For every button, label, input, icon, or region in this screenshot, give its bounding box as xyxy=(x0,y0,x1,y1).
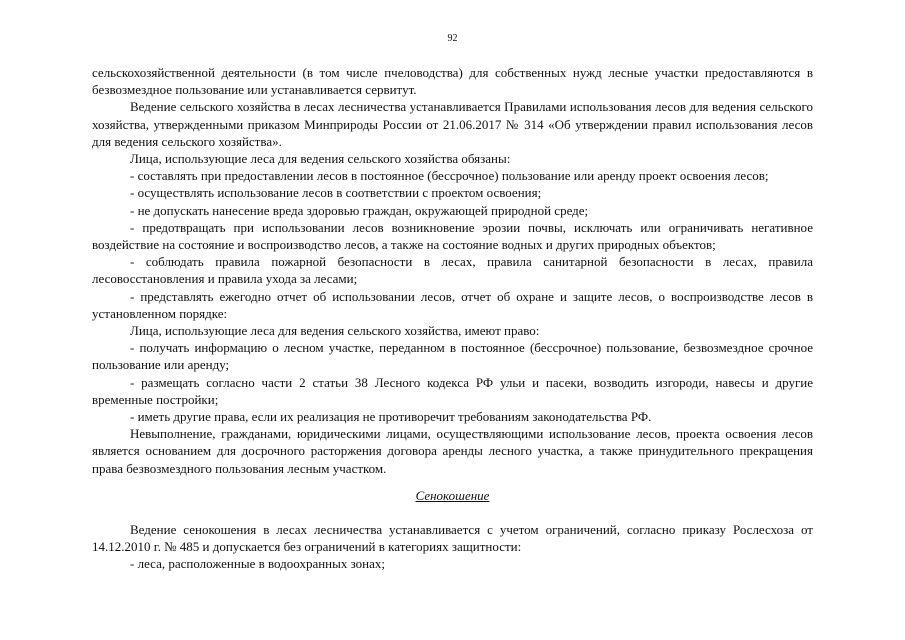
paragraph: сельскохозяйственной деятельности (в том числе пчеловодства) для собственных нужд лесные участки предоставляются в безвозмездное пользование или устанавливается сервитут. xyxy=(92,65,813,98)
list-item: - леса, расположенные в водоохранных зонах; xyxy=(130,556,386,572)
list-item: - иметь другие права, если их реализация не противоречит требованиям законодательства РФ. xyxy=(130,409,652,425)
list-item: - получать информацию о лесном участке, переданном в постоянное (бессрочное) пользование, безвозмездное срочное пользование или аренду; xyxy=(92,340,813,373)
paragraph: Ведение сельского хозяйства в лесах лесничества устанавливается Правилами использования лесов для ведения сельского хозяйства, утвержденными приказом Минприроды России от 21.06.2017 № 314 «Об утверждении правил использования лесов для ведения сельского хозяйства». xyxy=(92,99,813,149)
section-heading: Сенокошение xyxy=(415,487,490,503)
list-item: - представлять ежегодно отчет об использовании лесов, отчет об охране и защите лесов, о воспроизводстве лесов в установленном порядке: xyxy=(92,288,813,321)
list-item: - составлять при предоставлении лесов в постоянное (бессрочное) пользование или аренду проект освоения лесов; xyxy=(130,168,769,184)
list-item: - осуществлять использование лесов в соответствии с проектом освоения; xyxy=(130,185,542,201)
paragraph: Лица, использующие леса для ведения сельского хозяйства, имеют право: xyxy=(130,323,540,339)
list-item: - не допускать нанесение вреда здоровью граждан, окружающей природной среде; xyxy=(130,202,589,218)
list-item: - соблюдать правила пожарной безопасности в лесах, правила санитарной безопасности в лесах, правила лесовосстановления и правила ухода за лесами; xyxy=(92,254,813,287)
list-item: - размещать согласно части 2 статьи 38 Лесного кодекса РФ ульи и пасеки, возводить изгороди, навесы и другие временные постройки; xyxy=(92,374,813,407)
list-item: - предотвращать при использовании лесов возникновение эрозии почвы, исключать или ограничивать негативное воздействие на состояние и воспроизводство лесов, а также на состояние водных и других природных объектов; xyxy=(92,219,813,253)
document-body xyxy=(92,64,813,573)
paragraph: Лица, использующие леса для ведения сельского хозяйства обязаны: xyxy=(130,151,511,167)
paragraph: Невыполнение, гражданами, юридическими лицами, осуществляющими использование лесов, проекта освоения лесов является основанием для досрочного расторжения договора аренды лесного участка, а также принудительного прекращения права безвозмездного пользования лесным участком. xyxy=(92,426,813,476)
paragraph: Ведение сенокошения в лесах лесничества устанавливается с учетом ограничений, согласно приказу Рослесхоза от 14.12.2010 г. № 485 и допускается без ограничений в категориях защитности: xyxy=(92,522,813,555)
page-number: 92 xyxy=(447,33,458,44)
